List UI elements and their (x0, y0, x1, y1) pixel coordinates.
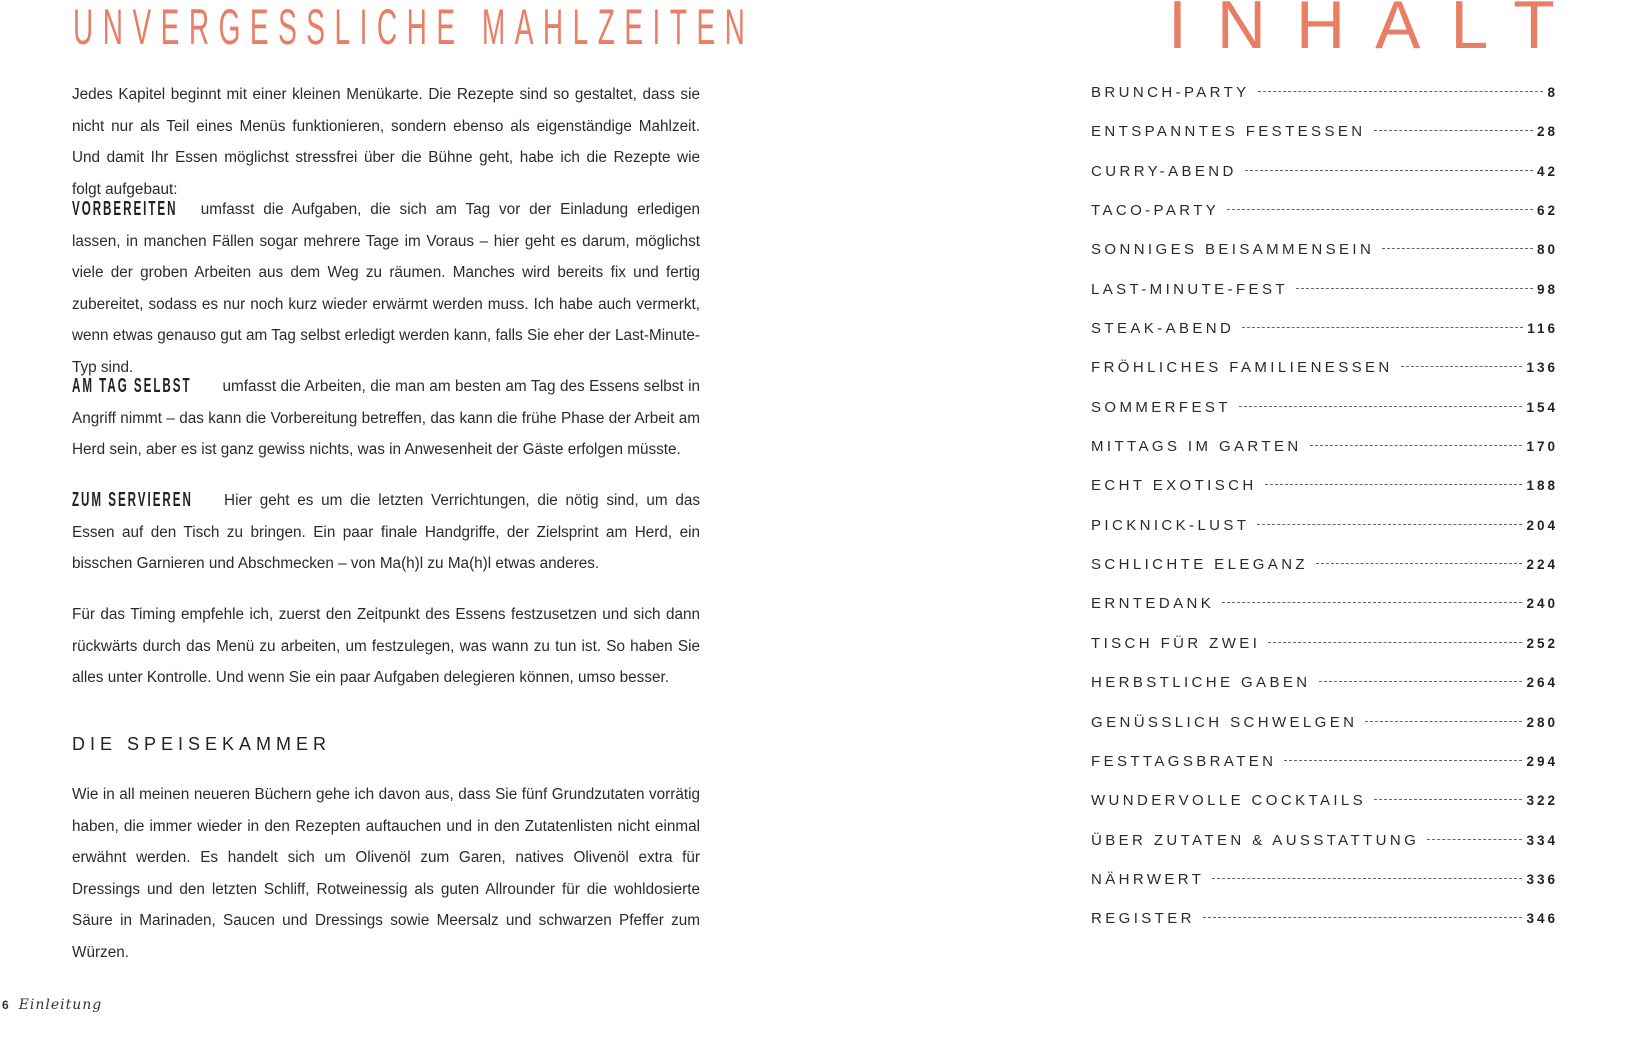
toc-entry-label: ERNTEDANK (1091, 595, 1215, 613)
step-label-serve: ZUM SERVIEREN (72, 489, 193, 511)
toc-leader-dashes (1316, 562, 1522, 564)
toc-leader-dashes (1222, 601, 1522, 603)
toc-entry-label: STEAK-ABEND (1091, 320, 1235, 338)
toc-entry[interactable] (1091, 241, 1558, 280)
left-page (0, 0, 800, 1058)
step-label-prepare: VORBEREITEN (72, 198, 178, 220)
toc-entry-label: TACO-PARTY (1091, 202, 1220, 220)
toc-leader-dashes (1227, 208, 1533, 210)
toc-entry-page: 346 (1526, 911, 1558, 927)
toc-entry[interactable] (1091, 477, 1558, 516)
toc-entry-label: HERBSTLICHE GABEN (1091, 674, 1311, 692)
intro-paragraph: Jedes Kapitel beginnt mit einer kleinen Menükarte. Die Rezepte sind so gestaltet, dass sie nicht nur als Teil eines Menüs funktionieren, sondern ebenso als eigenständige Mahlzeit. Und damit Ihr Essen möglichst stressfrei über die Bühne geht, habe ich die Rezepte wie folgt aufgebaut: (72, 86, 700, 198)
toc-entry[interactable] (1091, 163, 1558, 202)
toc-entry-label: CURRY-ABEND (1091, 162, 1237, 180)
toc-entry-label: SCHLICHTE ELEGANZ (1091, 556, 1308, 574)
toc-leader-dashes (1203, 916, 1523, 918)
toc-entry-page: 136 (1526, 360, 1558, 376)
toc-leader-dashes (1268, 641, 1522, 643)
toc-entry[interactable] (1091, 281, 1558, 320)
table-of-contents (1091, 84, 1620, 950)
footer-page-number: 6 (2, 998, 9, 1012)
toc-entry-page: 188 (1526, 478, 1558, 494)
pantry-heading: DIE SPEISEKAMMER (72, 734, 332, 754)
toc-entry-page: 98 (1536, 281, 1558, 297)
toc-entry-page: 116 (1527, 321, 1558, 337)
toc-entry-page: 336 (1526, 871, 1558, 887)
toc-leader-dashes (1242, 326, 1523, 328)
toc-entry-label: ÜBER ZUTATEN & AUSSTATTUNG (1091, 831, 1420, 849)
toc-leader-dashes (1296, 287, 1533, 289)
toc-entry[interactable] (1091, 123, 1558, 162)
toc-entry-label: FESTTAGSBRATEN (1091, 752, 1277, 770)
toc-entry[interactable] (1091, 517, 1558, 556)
toc-entry[interactable] (1091, 792, 1558, 831)
toc-entry[interactable] (1091, 871, 1558, 910)
toc-entry-label: SOMMERFEST (1091, 398, 1231, 416)
step-paragraph-serve (72, 485, 700, 580)
toc-entry-page: 264 (1526, 675, 1558, 691)
toc-title: INHALT (1168, 0, 1585, 63)
toc-entry-label: FRÖHLICHES FAMILIENESSEN (1091, 359, 1393, 377)
step-label-same-day: AM TAG SELBST (72, 375, 192, 397)
toc-entry-label: NÄHRWERT (1091, 870, 1205, 888)
toc-leader-dashes (1365, 720, 1522, 722)
toc-entry-page: 8 (1547, 85, 1558, 100)
toc-entry-label: GENÜSSLICH SCHWELGEN (1091, 713, 1358, 731)
toc-entry-label: PICKNICK-LUST (1091, 516, 1250, 534)
toc-entry-page: 252 (1526, 635, 1558, 651)
toc-entry[interactable] (1091, 714, 1558, 753)
toc-entry-page: 170 (1526, 439, 1558, 455)
toc-entry[interactable] (1091, 556, 1558, 595)
toc-entry[interactable] (1091, 595, 1558, 634)
toc-entry-page: 154 (1526, 399, 1558, 415)
toc-leader-dashes (1239, 405, 1523, 407)
step-paragraph-same-day (72, 371, 700, 466)
toc-entry[interactable] (1091, 674, 1558, 713)
step-text-same-day: umfasst die Arbeiten, die man am besten am Tag des Essens selbst in Angriff nimmt – das kann die Vorbereitung betreffen, das kann die frühe Phase der Arbeit am Herd sein, aber es ist ganz gewiss nichts, was in Anwesenheit der Gäste erfolgen müsste. (72, 378, 701, 458)
toc-entry-page: 204 (1526, 517, 1558, 533)
toc-entry-label: TISCH FÜR ZWEI (1091, 634, 1261, 652)
toc-leader-dashes (1374, 798, 1522, 800)
page-footer (2, 996, 102, 1013)
toc-entry-page: 240 (1526, 596, 1558, 612)
step-text-prepare: umfasst die Aufgaben, die sich am Tag vor der Einladung erledigen lassen, in manchen Fällen sogar mehrere Tage im Voraus – hier geht es darum, möglichst viele der groben Arbeiten aus dem Weg zu räumen. Manches wird bereits fix und fertig zubereitet, sodass es nur noch kurz wieder erwärmt werden muss. Ich habe auch vermerkt, wenn etwas genauso gut am Tag selbst erledigt werden kann, falls Sie eher der Last-Minute-Typ sind. (72, 201, 701, 376)
toc-entry-label: BRUNCH-PARTY (1091, 84, 1250, 101)
toc-entry[interactable] (1091, 910, 1558, 949)
toc-entry[interactable] (1091, 202, 1558, 241)
toc-entry-page: 28 (1536, 124, 1558, 140)
page-title: UNVERGESSLICHE MAHLZEITEN (73, 0, 755, 55)
toc-entry[interactable] (1091, 438, 1558, 477)
toc-entry-page: 224 (1526, 557, 1558, 573)
timing-paragraph: Für das Timing empfehle ich, zuerst den Zeitpunkt des Essens festzusetzen und sich dann rückwärts durch das Menü zu arbeiten, um festzulegen, was wann zu tun ist. So haben Sie alles unter Kontrolle. Und wenn Sie ein paar Aufgaben delegieren können, umso besser. (72, 606, 700, 686)
toc-entry-page: 322 (1526, 793, 1558, 809)
toc-entry[interactable] (1091, 320, 1558, 359)
toc-entry-page: 334 (1526, 832, 1558, 848)
toc-entry-page: 42 (1536, 163, 1558, 179)
toc-entry[interactable] (1091, 359, 1558, 398)
toc-leader-dashes (1212, 877, 1522, 879)
toc-entry-label: MITTAGS IM GARTEN (1091, 438, 1302, 456)
toc-entry-label: REGISTER (1091, 910, 1195, 928)
toc-leader-dashes (1257, 523, 1522, 525)
toc-leader-dashes (1258, 90, 1544, 92)
toc-leader-dashes (1319, 680, 1523, 682)
toc-leader-dashes (1401, 365, 1523, 367)
toc-leader-dashes (1310, 444, 1523, 446)
step-paragraph-prepare (72, 194, 700, 383)
step-text-serve: Hier geht es um die letzten Verrichtungen, die nötig sind, um das Essen auf den Tisch zu bringen. Ein paar finale Handgriffe, der Zielsprint am Herd, ein bisschen Garnieren und Abschmecken – von Ma(h)l zu Ma(h)l etwas anderes. (72, 492, 700, 572)
toc-entry[interactable] (1091, 832, 1558, 871)
pantry-paragraph: Wie in all meinen neueren Büchern gehe ich davon aus, dass Sie fünf Grundzutaten vorrätig haben, die immer wieder in den Rezepten auftauchen und in den Zutatenlisten nicht einmal erwähnt werden. Es handelt sich um Olivenöl zum Garen, natives Olivenöl extra für Dressings und den letzten Schliff, Rotweinessig als guten Allrounder für die wohldosierte Säure in Marinaden, Saucen und Dressings sowie Meersalz und schwarzen Pfeffer zum Würzen. (72, 786, 700, 961)
toc-leader-dashes (1245, 169, 1533, 171)
toc-entry[interactable] (1091, 84, 1558, 123)
right-page (1091, 0, 1632, 1058)
toc-entry-label: LAST-MINUTE-FEST (1091, 280, 1288, 298)
toc-entry-label: SONNIGES BEISAMMENSEIN (1091, 241, 1375, 259)
toc-entry[interactable] (1091, 753, 1558, 792)
footer-section-name: Einleitung (18, 997, 103, 1013)
toc-leader-dashes (1265, 483, 1523, 485)
toc-entry-label: WUNDERVOLLE COCKTAILS (1091, 792, 1367, 810)
toc-leader-dashes (1374, 129, 1533, 131)
toc-entry[interactable] (1091, 399, 1558, 438)
toc-leader-dashes (1427, 838, 1522, 840)
toc-entry-label: ECHT EXOTISCH (1091, 477, 1257, 495)
toc-entry-page: 80 (1536, 242, 1558, 258)
toc-entry-page: 62 (1536, 203, 1558, 219)
toc-entry-page: 294 (1526, 753, 1558, 769)
toc-entry-label: ENTSPANNTES FESTESSEN (1091, 123, 1366, 141)
toc-entry-page: 280 (1526, 714, 1558, 730)
toc-leader-dashes (1382, 247, 1533, 249)
toc-leader-dashes (1284, 759, 1522, 761)
toc-entry[interactable] (1091, 635, 1558, 674)
